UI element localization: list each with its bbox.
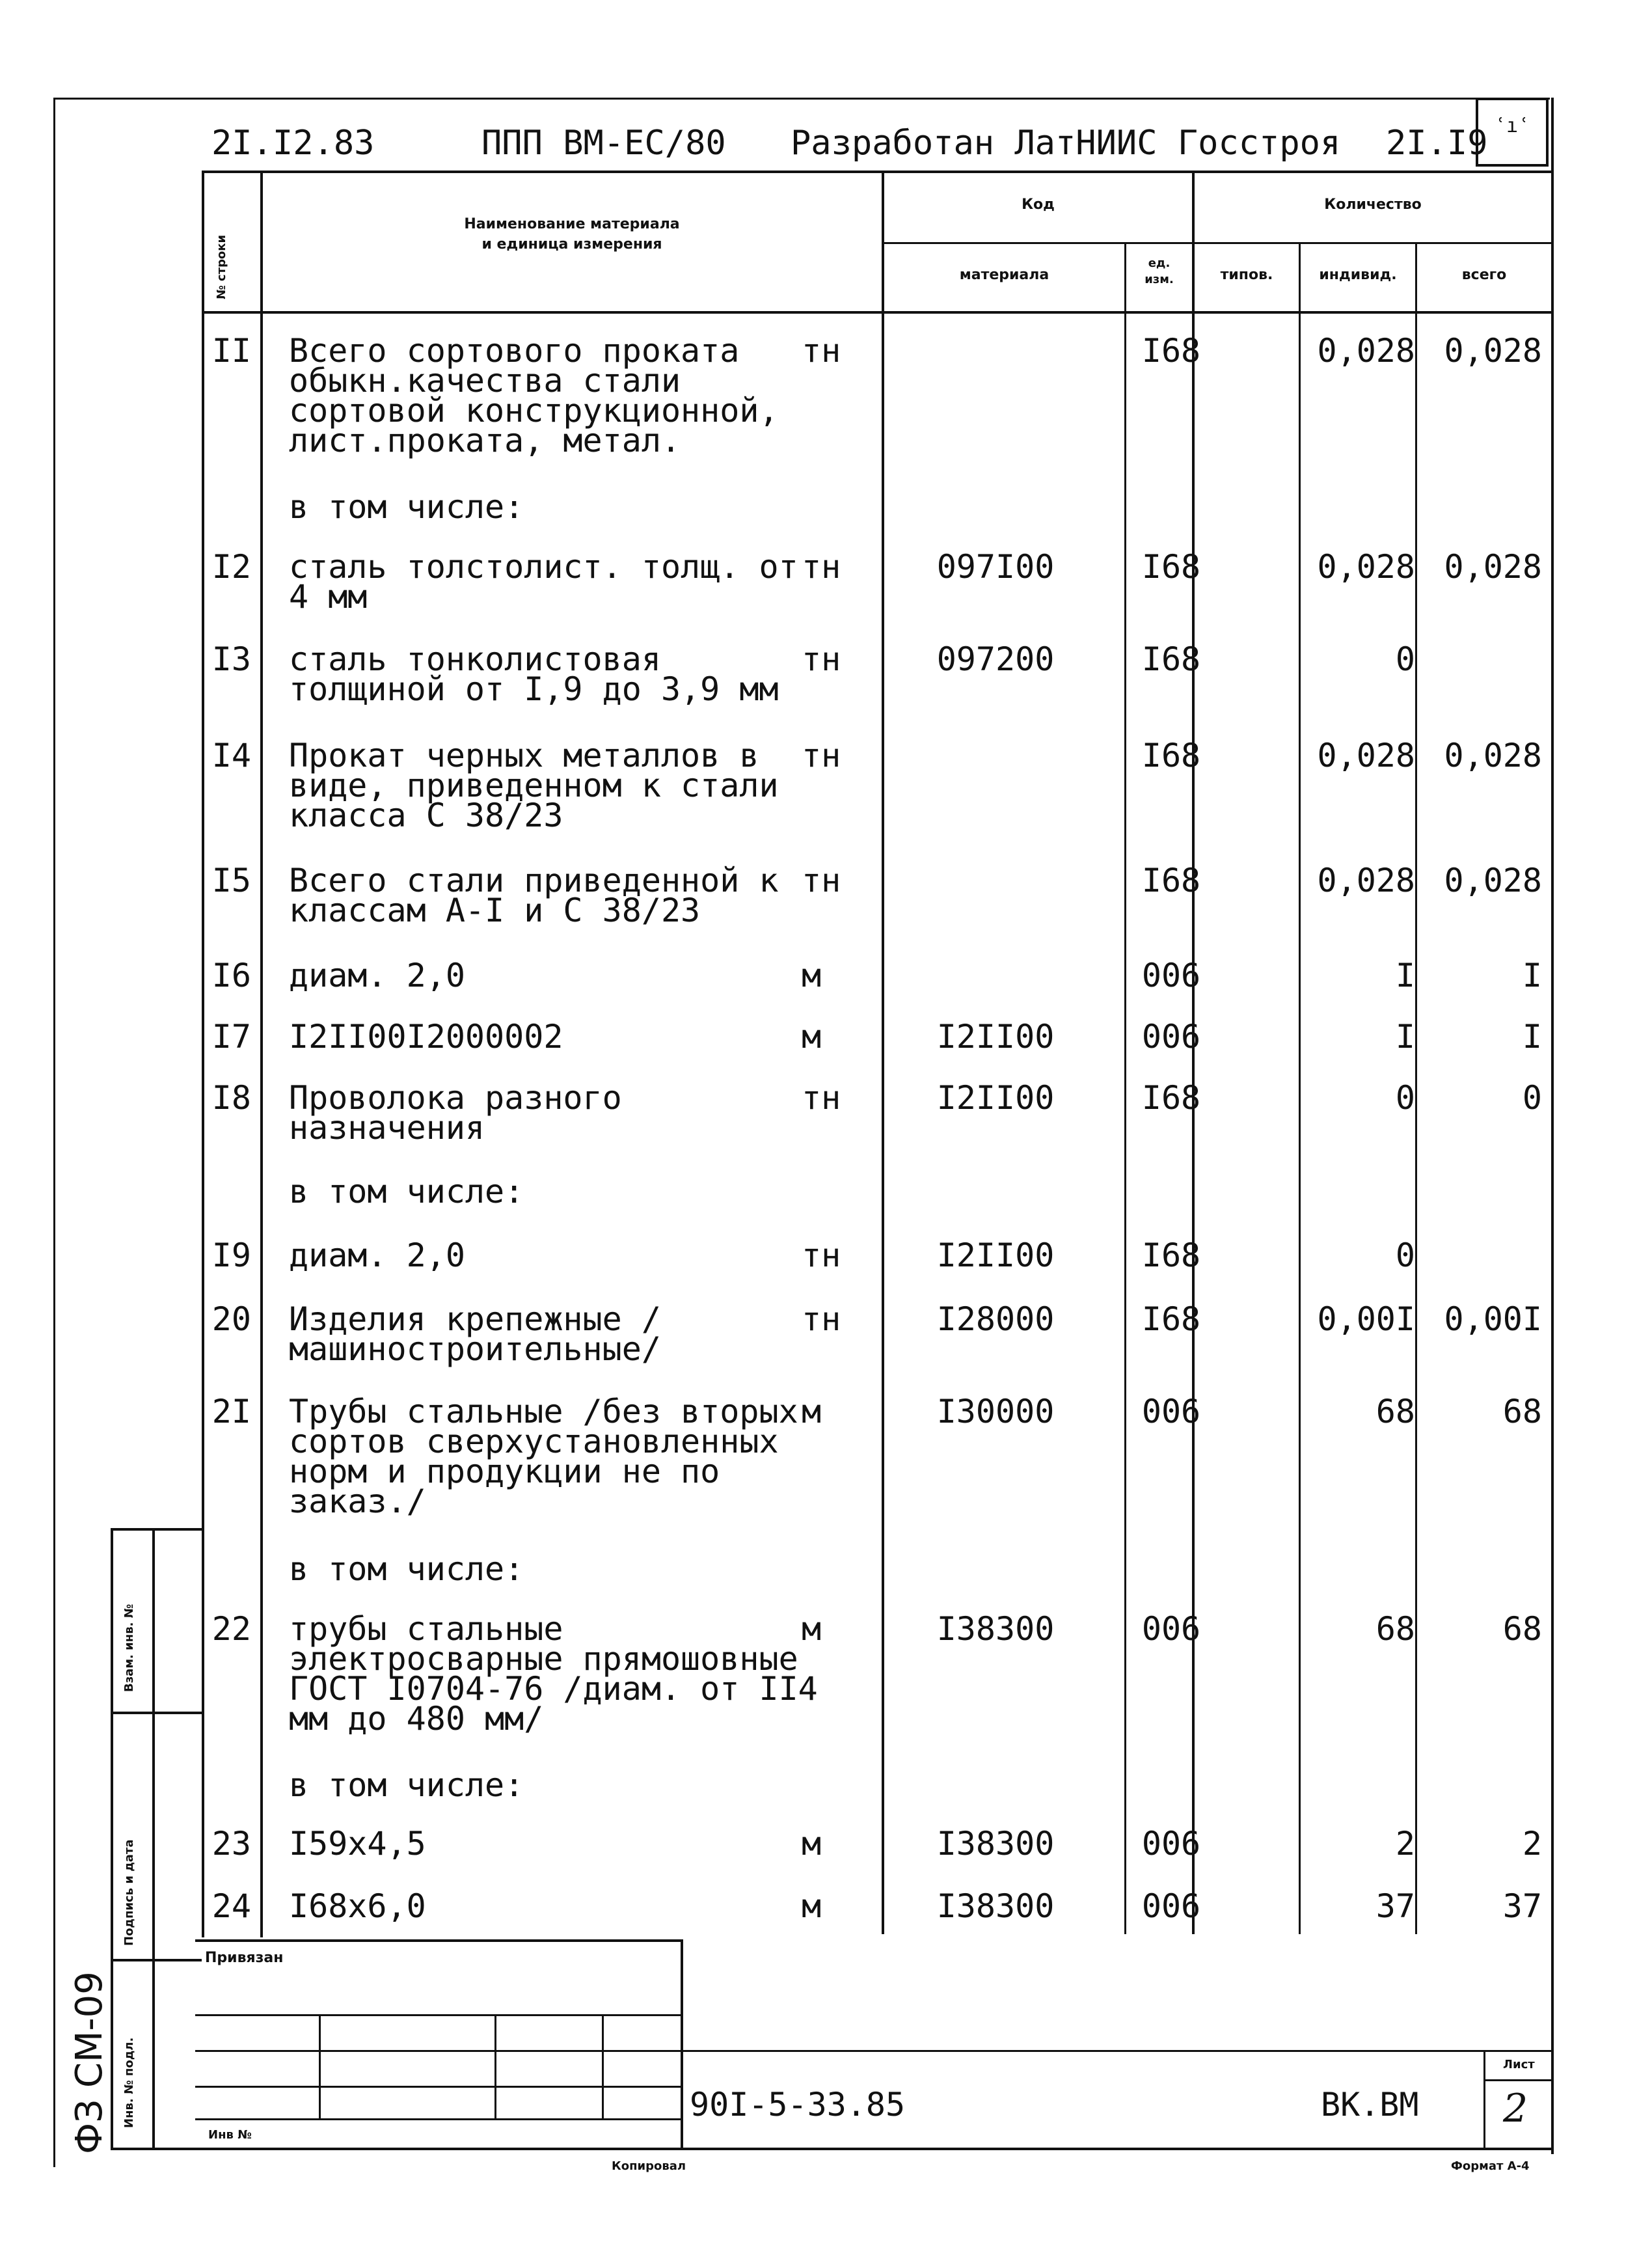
row-tot: I xyxy=(1522,1018,1542,1056)
row-ed: I68 xyxy=(1141,548,1201,586)
th-qty-total: всего xyxy=(1461,267,1507,283)
side-strip-right xyxy=(152,1528,155,2150)
row-code: I38300 xyxy=(936,1825,1055,1863)
row-name: I2II00I2000002 xyxy=(289,1018,563,1056)
row-no: I8 xyxy=(211,1079,251,1117)
doc-code: 90I-5-33.85 xyxy=(690,2086,906,2124)
row-ind: 0,00I xyxy=(1317,1300,1415,1338)
row-ind: 0 xyxy=(1395,1236,1415,1274)
col-no-sep xyxy=(260,171,263,1937)
row-no: I3 xyxy=(211,640,251,678)
stamp-linked-top xyxy=(195,1939,683,1942)
row-no: II xyxy=(211,332,251,370)
row-tot: I xyxy=(1522,957,1542,994)
row-ind: 0 xyxy=(1395,1079,1415,1117)
row-unit: тн xyxy=(802,1300,841,1338)
th-qty-group: Количество xyxy=(1324,197,1422,213)
row-tot: 2 xyxy=(1522,1825,1542,1863)
sheet-number: 2 xyxy=(1503,2086,1528,2131)
row-name: Изделия крепежные /машиностроительные/ xyxy=(289,1300,661,1368)
row-tot: 68 xyxy=(1502,1610,1542,1648)
corner-box: ՙıՙ xyxy=(1476,98,1549,167)
row-no: I6 xyxy=(211,957,251,994)
frame-left xyxy=(53,98,55,2167)
row-unit: тн xyxy=(802,1236,841,1274)
row-ed: I68 xyxy=(1141,332,1201,370)
frame-top xyxy=(53,98,1550,100)
row-unit: тн xyxy=(802,1079,841,1117)
row-no: 2I xyxy=(211,1393,251,1430)
row-no: I7 xyxy=(211,1018,251,1056)
sheet-box-mid xyxy=(1483,2079,1551,2081)
row-ind: 0,028 xyxy=(1317,332,1415,370)
row-code: I28000 xyxy=(936,1300,1055,1338)
row-ind: 0,028 xyxy=(1317,862,1415,899)
header-program: ППП ВМ-ЕС/80 xyxy=(481,124,726,163)
row-ind: I xyxy=(1395,1018,1415,1056)
side-strip-sep-1 xyxy=(111,1712,202,1714)
th-code-material: материала xyxy=(959,267,1049,283)
sheet-label: Лист xyxy=(1503,2058,1535,2071)
row-name: сталь тонколистовая толщиной от I,9 до 3,9 мм xyxy=(289,640,779,708)
frame-right xyxy=(1551,98,1554,2154)
row-ind: 0,028 xyxy=(1317,548,1415,586)
col-left xyxy=(202,171,204,1937)
row-ind: 2 xyxy=(1395,1825,1415,1863)
row-ed: 006 xyxy=(1141,1825,1201,1863)
stamp-row-1 xyxy=(195,2014,683,2016)
row-name: Всего стали приведенной к классам А-I и С 38/23 xyxy=(289,862,779,929)
row-code: I2II00 xyxy=(936,1018,1055,1056)
th-code-unit: ед. изм. xyxy=(1144,256,1174,287)
row-code: I30000 xyxy=(936,1393,1055,1430)
header-sheet-code: 2I.I9 xyxy=(1386,124,1488,163)
row-ed: I68 xyxy=(1141,1079,1201,1117)
row-ind: I xyxy=(1395,957,1415,994)
col-ind-sep xyxy=(1415,242,1417,1934)
row-ed: I68 xyxy=(1141,640,1201,678)
row-ind: 68 xyxy=(1375,1393,1415,1430)
row-name: сталь толстолист. толщ. от 4 мм xyxy=(289,548,798,616)
row-name: в том числе: xyxy=(289,1173,524,1210)
row-name: в том числе: xyxy=(289,1550,524,1588)
row-ed: 006 xyxy=(1141,1887,1201,1925)
row-name: в том числе: xyxy=(289,488,524,526)
row-unit: м xyxy=(802,957,822,994)
row-ed: I68 xyxy=(1141,1236,1201,1274)
row-code: 097200 xyxy=(936,640,1055,678)
stamp-col-3 xyxy=(602,2014,604,2118)
row-tot: 68 xyxy=(1502,1393,1542,1430)
stamp-col-1 xyxy=(319,2014,321,2118)
row-tot: 37 xyxy=(1502,1887,1542,1925)
row-ind: 0,028 xyxy=(1317,737,1415,774)
row-ind: 68 xyxy=(1375,1610,1415,1648)
frame-bottom xyxy=(111,2148,1551,2150)
row-unit: м xyxy=(802,1825,822,1863)
row-name: диам. 2,0 xyxy=(289,1236,465,1274)
row-name: Всего сортового проката обыкн.качества стали сортовой конструкционной, лист.проката, метал. xyxy=(289,332,779,459)
row-name: в том числе: xyxy=(289,1766,524,1804)
row-ed: 006 xyxy=(1141,1610,1201,1648)
row-no: I9 xyxy=(211,1236,251,1274)
row-no: I5 xyxy=(211,862,251,899)
side-strip-left xyxy=(111,1528,113,2150)
row-code: I2II00 xyxy=(936,1079,1055,1117)
row-tot: 0,028 xyxy=(1444,548,1542,586)
row-ind: 37 xyxy=(1375,1887,1415,1925)
row-no: I2 xyxy=(211,548,251,586)
th-qty-typical: типов. xyxy=(1220,267,1273,283)
row-name: диам. 2,0 xyxy=(289,957,465,994)
stamp-linked-label: Привязан xyxy=(205,1950,284,1966)
row-name: Трубы стальные /без вторых сортов сверхустановленных норм и продукции не по заказ./ xyxy=(289,1393,798,1520)
header-developer: Разработан ЛатНИИС Госстроя xyxy=(791,124,1341,163)
col-name-sep xyxy=(882,171,884,1934)
row-unit: тн xyxy=(802,548,841,586)
stamp-inv-label: Инв № xyxy=(208,2128,252,2142)
row-ed: I68 xyxy=(1141,737,1201,774)
row-unit: м xyxy=(802,1018,822,1056)
side-form-code: ФЗ СМ-09 xyxy=(68,1971,111,2154)
stamp-row-2 xyxy=(195,2050,1551,2052)
header-date: 2I.I2.83 xyxy=(211,124,375,163)
row-tot: 0,028 xyxy=(1444,862,1542,899)
row-no: 22 xyxy=(211,1610,251,1648)
subheader-line-code xyxy=(882,242,1552,244)
row-ed: 006 xyxy=(1141,1018,1201,1056)
th-name: Наименование материала и единица измерения xyxy=(464,216,680,253)
row-code: I2II00 xyxy=(936,1236,1055,1274)
row-tot: 0 xyxy=(1522,1079,1542,1117)
stamp-col-2 xyxy=(494,2014,496,2118)
row-unit: м xyxy=(802,1887,822,1925)
row-no: 23 xyxy=(211,1825,251,1863)
col-code-sep xyxy=(1124,242,1126,1934)
row-no: 20 xyxy=(211,1300,251,1338)
row-name: Прокат черных металлов в виде, приведенном к стали класса С 38/23 xyxy=(289,737,779,834)
row-ind: 0 xyxy=(1395,640,1415,678)
row-code: I38300 xyxy=(936,1887,1055,1925)
side-strip-sep-2 xyxy=(111,1959,202,1961)
row-no: 24 xyxy=(211,1887,251,1925)
row-unit: тн xyxy=(802,737,841,774)
row-name: трубы стальные электросварные прямошовные ГОСТ I0704-76 /диам. от II4 мм до 480 мм/ xyxy=(289,1610,818,1738)
row-code: 097I00 xyxy=(936,548,1055,586)
side-inv-podl: Инв. № подл. xyxy=(122,2037,136,2128)
row-tot: 0,028 xyxy=(1444,737,1542,774)
header-bottom xyxy=(202,311,1551,314)
th-row-no: № строки xyxy=(215,234,228,299)
row-ed: I68 xyxy=(1141,1300,1201,1338)
row-unit: тн xyxy=(802,640,841,678)
row-unit: м xyxy=(802,1393,822,1430)
th-qty-individual: индивид. xyxy=(1319,267,1397,283)
row-unit: м xyxy=(802,1610,822,1648)
stamp-row-3 xyxy=(195,2086,683,2088)
row-ed: 006 xyxy=(1141,1393,1201,1430)
row-ed: 006 xyxy=(1141,957,1201,994)
stamp-row-4 xyxy=(195,2118,683,2120)
row-name: I68x6,0 xyxy=(289,1887,426,1925)
row-unit: тн xyxy=(802,862,841,899)
format-label: Формат А-4 xyxy=(1451,2159,1530,2173)
row-tot: 0,028 xyxy=(1444,332,1542,370)
row-no: I4 xyxy=(211,737,251,774)
row-name: Проволока разного назначения xyxy=(289,1079,622,1147)
table-top xyxy=(202,171,1551,173)
row-tot: 0,00I xyxy=(1444,1300,1542,1338)
row-ed: I68 xyxy=(1141,862,1201,899)
sheet-box-left xyxy=(1483,2050,1485,2148)
row-name: I59x4,5 xyxy=(289,1825,426,1863)
row-unit: тн xyxy=(802,332,841,370)
side-podpis: Подпись и дата xyxy=(122,1839,136,1946)
th-code-group: Код xyxy=(1022,197,1055,213)
side-vzam: Взам. инв. № xyxy=(122,1604,136,1692)
side-strip-top xyxy=(111,1528,202,1531)
section-code: ВК.ВМ xyxy=(1321,2086,1419,2124)
row-code: I38300 xyxy=(936,1610,1055,1648)
copied-label: Копировал xyxy=(612,2159,686,2173)
